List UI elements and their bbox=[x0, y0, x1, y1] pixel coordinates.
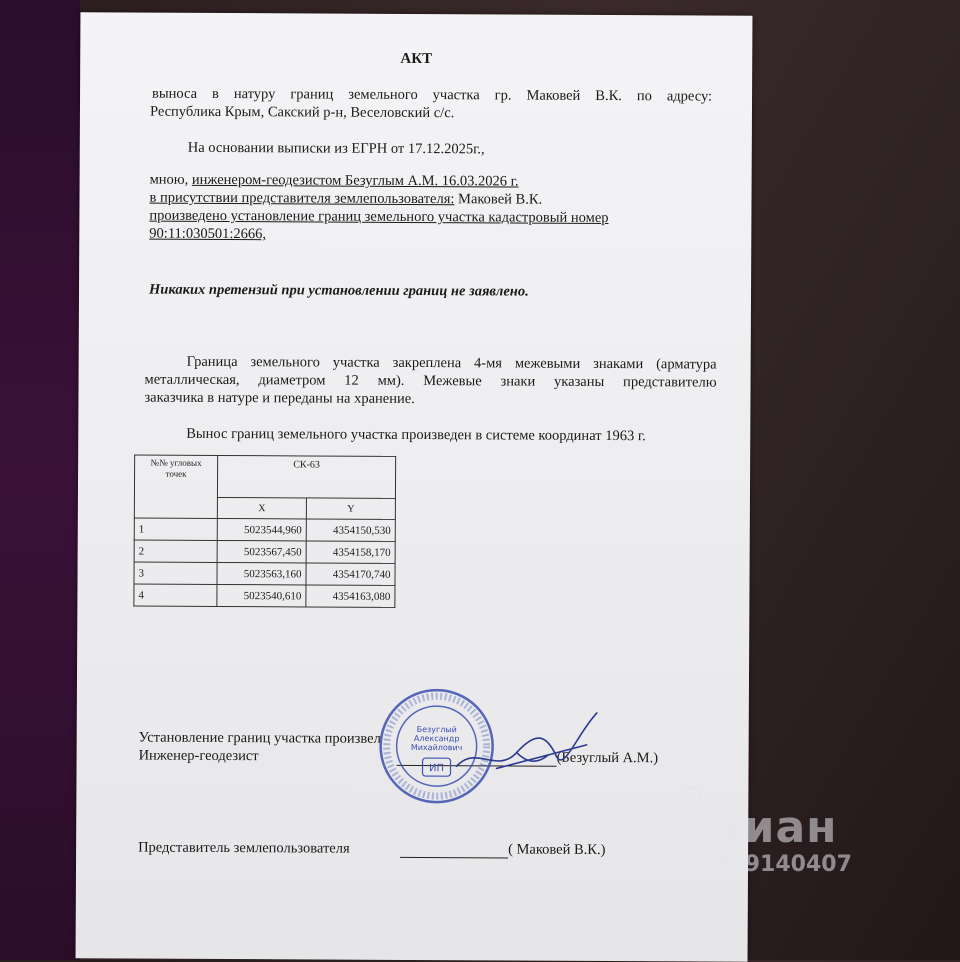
location-pin-icon bbox=[680, 784, 706, 844]
presence-label: в присутствии представителя землепользователя: bbox=[149, 189, 455, 208]
watermark-brand: циан bbox=[710, 802, 838, 853]
stamp-text-3: Михайлович bbox=[410, 742, 463, 753]
presence-line bbox=[149, 189, 542, 209]
intro-line-1: выноса в натуру границ земельного участка гр. Маковей В.К. по адресу: bbox=[152, 85, 713, 105]
intro-line-2: Республика Крым, Сакский р-н, Веселовский с/с. bbox=[149, 103, 455, 122]
engineer-label: Инженер-геодезист bbox=[138, 747, 259, 765]
no-claims-statement: Никаких претензий при установлении границ не заявлено. bbox=[148, 281, 529, 300]
presence-name: Маковей В.К. bbox=[458, 191, 543, 208]
representative-name: ( Маковей В.К.) bbox=[508, 841, 606, 859]
basis-line: На основании выписки из ЕГРН от 17.12.2025г., bbox=[187, 139, 485, 158]
header-y: Y bbox=[306, 498, 395, 519]
boundary-paragraph-line-2: металлическая, диаметром 12 мм). Межевые знаки указаны представителю bbox=[144, 371, 717, 391]
representative-label: Представитель землепользователя bbox=[138, 839, 350, 857]
engineer-name: (Безуглый А.М.) bbox=[556, 749, 659, 767]
by-engineer: инженером-геодезистом Безуглым А.М. 16.03.2026 г. bbox=[191, 171, 519, 190]
table-row bbox=[134, 518, 395, 541]
point-number: 1 bbox=[134, 518, 217, 540]
coordinates-table bbox=[133, 455, 396, 608]
table-row bbox=[134, 562, 395, 585]
point-y: 4354158,170 bbox=[306, 541, 395, 563]
point-x: 5023544,960 bbox=[217, 518, 306, 540]
stamp-emblem: ИП bbox=[428, 763, 445, 775]
header-x: X bbox=[217, 497, 306, 518]
point-x: 5023567,450 bbox=[217, 540, 306, 562]
header-coordinate-system: СК-63 bbox=[217, 455, 395, 498]
point-x: 5023563,160 bbox=[217, 562, 306, 584]
by-line bbox=[150, 171, 519, 191]
table-row bbox=[134, 540, 395, 563]
handwritten-signature bbox=[436, 704, 606, 785]
point-number: 3 bbox=[134, 562, 217, 584]
cadastral-number: 90:11:030501:2666, bbox=[149, 225, 267, 243]
point-y: 4354170,740 bbox=[306, 563, 395, 585]
point-number: 2 bbox=[134, 540, 217, 562]
by-prefix: мною, bbox=[149, 171, 189, 188]
point-number: 4 bbox=[134, 584, 217, 606]
point-x: 5023540,610 bbox=[217, 584, 306, 606]
point-y: 4354150,530 bbox=[306, 519, 395, 541]
point-y: 4354163,080 bbox=[306, 585, 395, 607]
boundary-paragraph-line-1: Граница земельного участка закреплена 4-мя межевыми знаками (арматура bbox=[186, 353, 717, 373]
header-point-number: №№ угловых точек bbox=[134, 455, 217, 518]
done-line: произведено установление границ земельного участка кадастровый номер bbox=[149, 207, 609, 227]
stamp-text-1: Безуглый bbox=[416, 725, 457, 735]
signature-underline bbox=[400, 857, 508, 859]
stamp-text-2: Александр bbox=[413, 734, 460, 744]
coordinate-system-line: Вынос границ земельного участка произведен в системе координат 1963 г. bbox=[186, 425, 646, 445]
document-title: АКТ bbox=[400, 50, 433, 68]
watermark-id: ID 329140407 bbox=[680, 852, 852, 877]
table-row bbox=[134, 584, 395, 607]
boundary-paragraph-line-3: заказчика в натуре и переданы на хранение. bbox=[144, 389, 415, 408]
established-label: Установление границ участка произвел bbox=[138, 729, 381, 747]
document-page bbox=[76, 12, 753, 962]
representative-signature-line bbox=[400, 840, 605, 859]
background-left-edge bbox=[0, 0, 80, 960]
